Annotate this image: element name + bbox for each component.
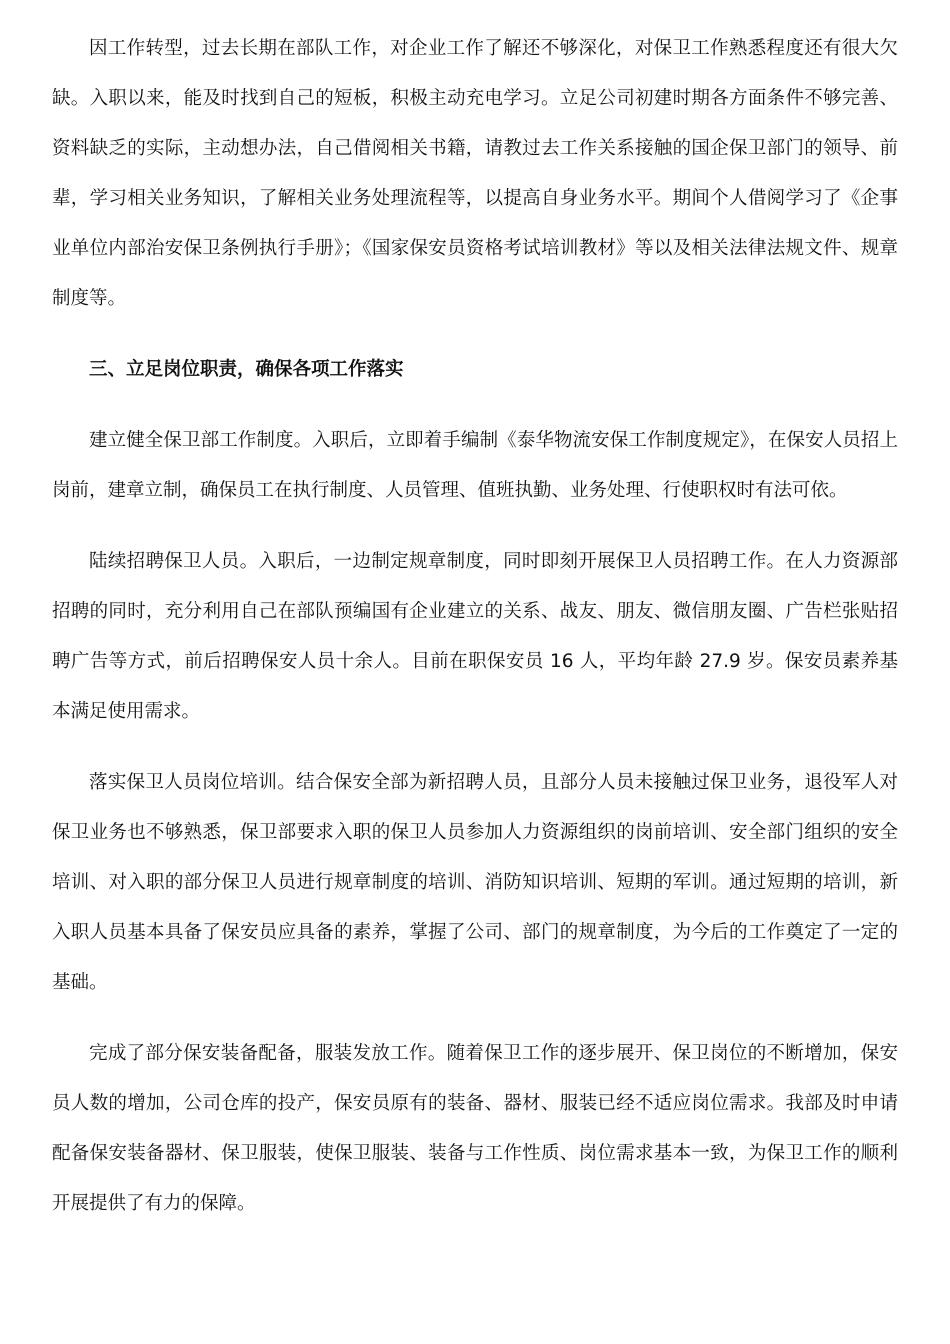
paragraph-equipment: 完成了部分保安装备配备，服装发放工作。随着保卫工作的逐步展开、保卫岗位的不断增加，保安员人数的增加，公司仓库的投产，保安员原有的装备、器材、服装已经不适应岗位需求。我部及时申请配备保安装备器材、保卫服装，使保卫服装、装备与工作性质、岗位需求基本一致，为保卫工作的顺利开展提供了有力的保障。 xyxy=(52,1043,898,1214)
paragraph-recruitment: 陆续招聘保卫人员。入职后，一边制定规章制度，同时即刻开展保卫人员招聘工作。在人力资源部招聘的同时，充分利用自己在部队预编国有企业建立的关系、战友、朋友、微信朋友圈、广告栏张贴招聘广告等方式，前后招聘保安人员十余人。目前在职保安员 16 人，平均年龄 27.9 岁。保安员素养基本满足使用需求。 xyxy=(52,551,898,722)
paragraph-training: 落实保卫人员岗位培训。结合保安全部为新招聘人员，且部分人员未接触过保卫业务，退役军人对保卫业务也不够熟悉，保卫部要求入职的保卫人员参加人力资源组织的岗前培训、安全部门组织的安全培训、对入职的部分保卫人员进行规章制度的培训、消防知识培训、短期的军训。通过短期的培训，新入职人员基本具备了保安员应具备的素养，掌握了公司、部门的规章制度，为今后的工作奠定了一定的基础。 xyxy=(52,772,898,993)
section-heading-3: 三、立足岗位职责，确保各项工作落实 xyxy=(89,359,404,380)
paragraph-regulations: 建立健全保卫部工作制度。入职后，立即着手编制《泰华物流安保工作制度规定》，在保安人员招上岗前，建章立制，确保员工在执行制度、人员管理、值班执勤、业务处理、行使职权时有法可依。 xyxy=(52,430,898,501)
document-page xyxy=(52,24,898,1250)
paragraph-study: 因工作转型，过去长期在部队工作，对企业工作了解还不够深化，对保卫工作熟悉程度还有很大欠缺。入职以来，能及时找到自己的短板，积极主动充电学习。立足公司初建时期各方面条件不够完善、资料缺乏的实际，主动想办法，自己借阅相关书籍，请教过去工作关系接触的国企保卫部门的领导、前辈，学习相关业务知识，了解相关业务处理流程等，以提高自身业务水平。期间个人借阅学习了《企事业单位内部治安保卫条例执行手册》；《国家保安员资格考试培训教材》等以及相关法律法规文件、规章制度等。 xyxy=(52,38,898,309)
